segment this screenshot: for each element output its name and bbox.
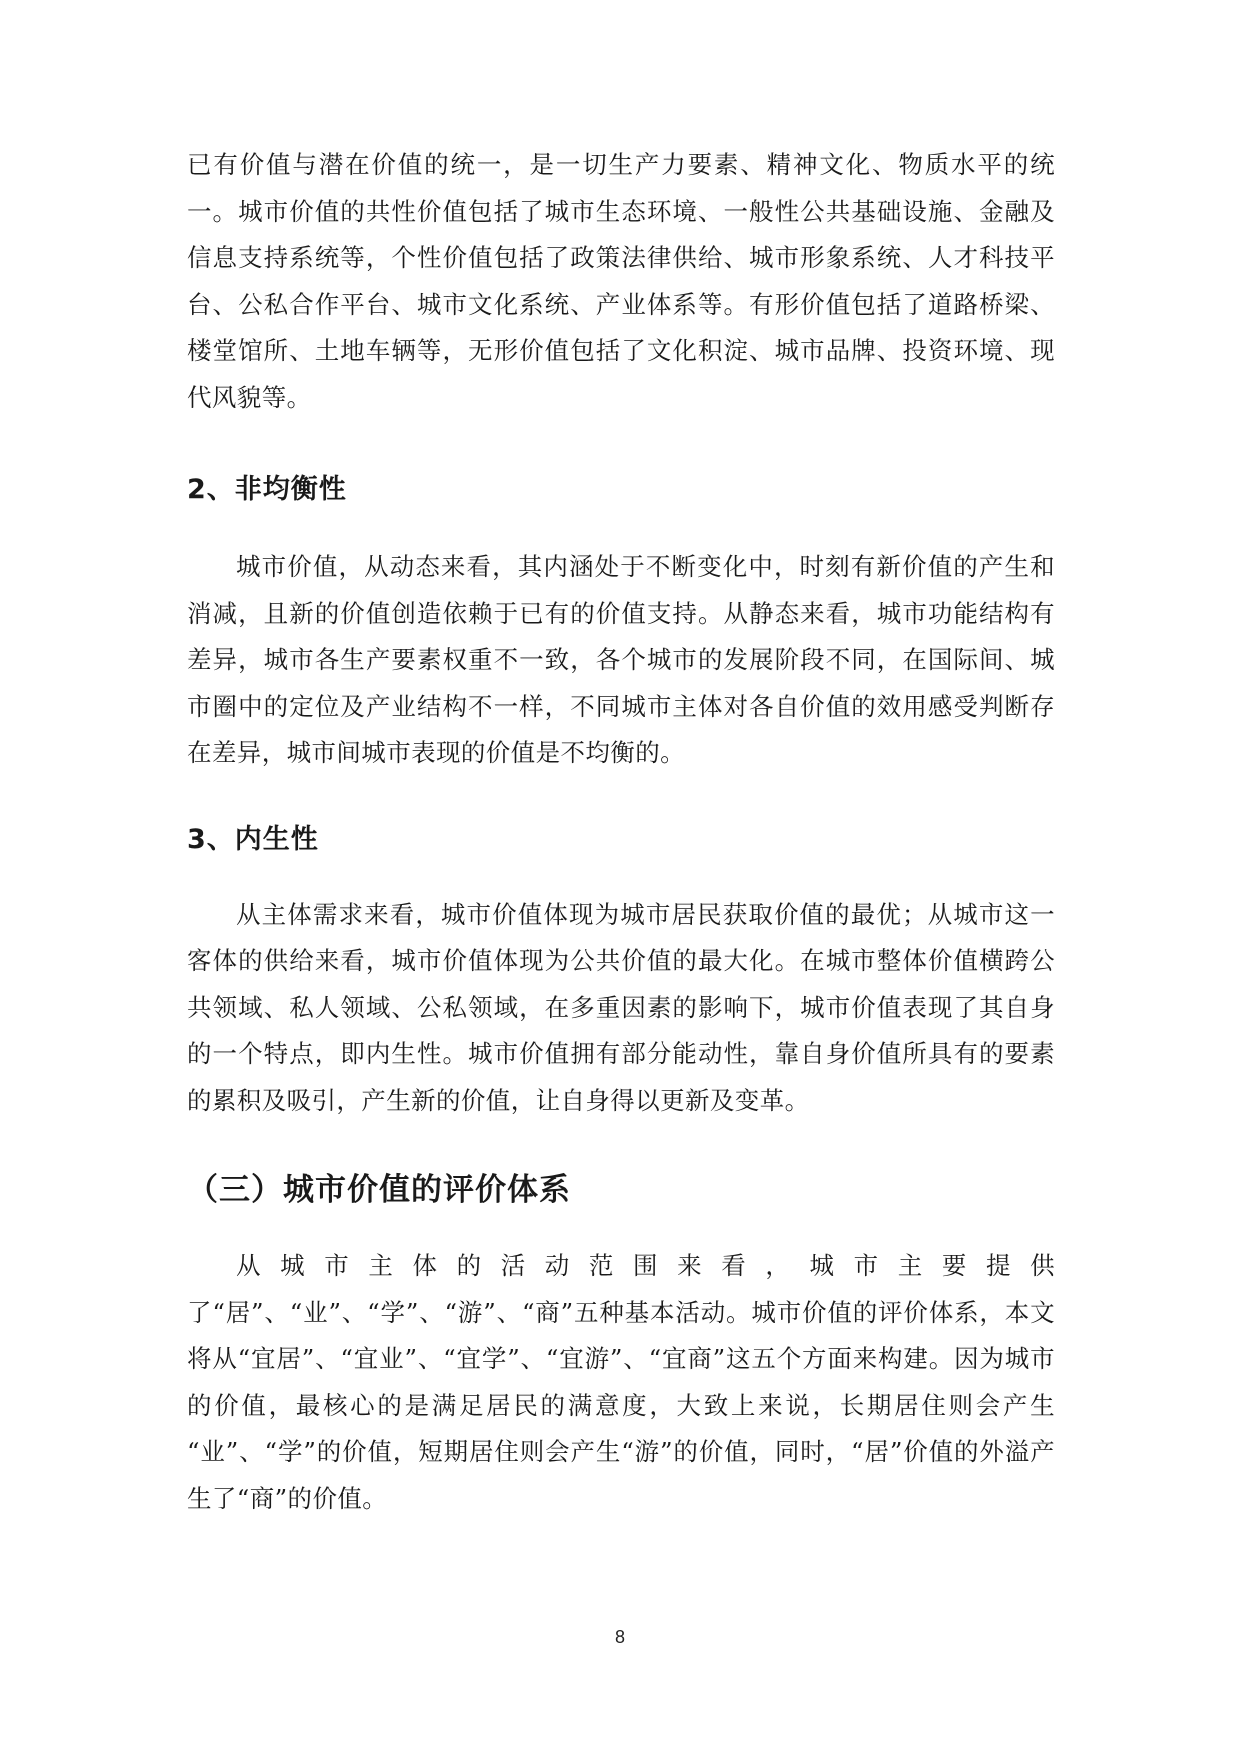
paragraph-evaluation-system: 从城市主体的活动范围来看，城市主要提供了“居”、“业”、“学”、“游”、“商”五种基本活动。城市价值的评价体系，本文将从“宜居”、“宜业”、“宜学”、“宜游”、“宜商”这五个方面来构建。因为城市的价值，最核心的是满足居民的满意度，大致上来说，长期居住则会产生 “业”、“学”的价值，短期居住则会产生“游”的价值，同时，“居”价值的外溢产生了“商”的价值。 [187, 1251, 1055, 1513]
document-body [187, 142, 1055, 1522]
section-heading-non-balance: 2、非均衡性 [187, 474, 347, 505]
paragraph-endogenous: 从主体需求来看，城市价值体现为城市居民获取价值的最优；从城市这一客体的供给来看，城市价值体现为公共价值的最大化。在城市整体价值横跨公共领域、私人领域、公私领域，在多重因素的影响下，城市价值表现了其自身的一个特点，即内生性。城市价值拥有部分能动性，靠自身价值所具有的要素的累积及吸引，产生新的价值，让自身得以更新及变革。 [187, 899, 1055, 1115]
paragraph-value-composition: 已有价值与潜在价值的统一，是一切生产力要素、精神文化、物质水平的统一。城市价值的共性价值包括了城市生态环境、一般性公共基础设施、金融及信息支持系统等，个性价值包括了政策法律供给、城市形象系统、人才科技平台、公私合作平台、城市文化系统、产业体系等。有形价值包括了道路桥梁、楼堂馆所、土地车辆等，无形价值包括了文化积淀、城市品牌、投资环境、现代风貌等。 [187, 150, 1055, 412]
chapter-heading-evaluation-system: （三）城市价值的评价体系 [187, 1172, 571, 1208]
paragraph-non-balance: 城市价值，从动态来看，其内涵处于不断变化中，时刻有新价值的产生和消减，且新的价值创造依赖于已有的价值支持。从静态来看，城市功能结构有差异，城市各生产要素权重不一致，各个城市的发展阶段不同，在国际间、城市圈中的定位及产业结构不一样，不同城市主体对各自价值的效用感受判断存在差异，城市间城市表现的价值是不均衡的。 [187, 552, 1055, 767]
section-heading-endogenous: 3、内生性 [187, 823, 319, 855]
page-number: 8 [614, 1627, 625, 1647]
